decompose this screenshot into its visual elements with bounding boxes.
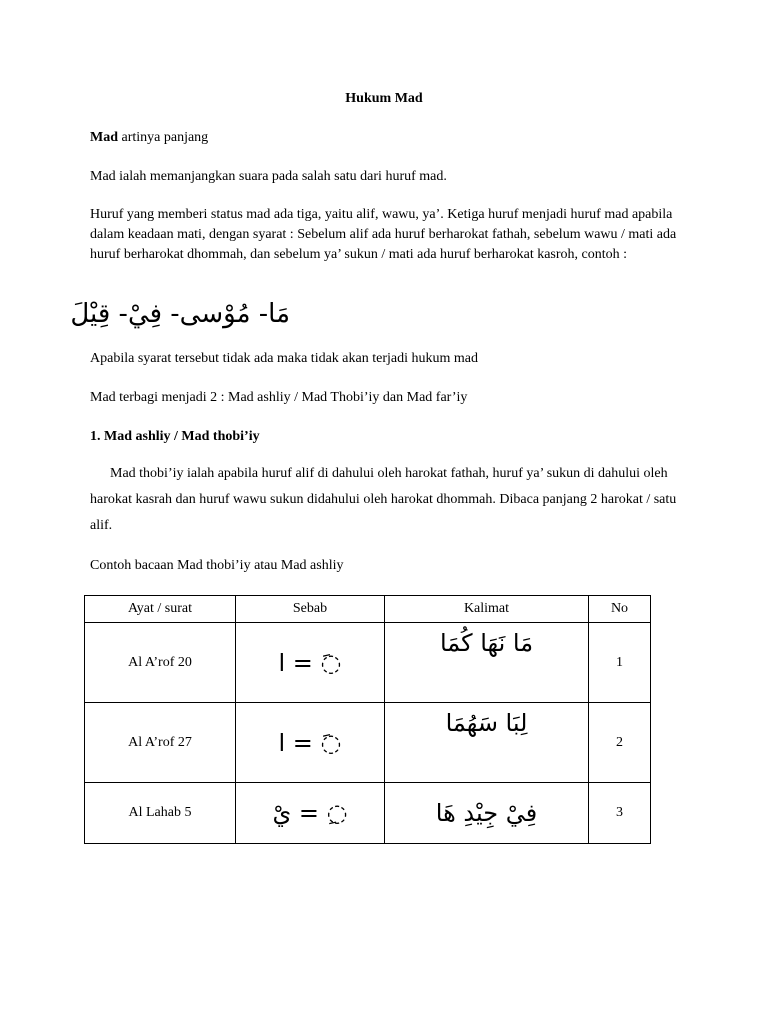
huruf-mad-paragraph: Huruf yang memberi status mad ada tiga, yaitu alif, wawu, ya’. Ketiga huruf menjadi huruf mad apabila dalam keadaan mati, dengan syarat : Sebelum alif ada huruf berharokat fathah, sebelum wawu / mati ada huruf berharokat dhommah, dan sebelum ya’ sukun / mati ada huruf berharokat kasroh, contoh : (90, 207, 677, 262)
definition-line (90, 128, 208, 148)
arabic-examples: مَا- مُوْسى- فِيْ- قِيْلَ (70, 299, 290, 329)
cell-sebab: ◌َ = ا (236, 623, 385, 703)
table-header-row (85, 596, 651, 623)
mad-division-text: Mad terbagi menjadi 2 : Mad ashliy / Mad Thobi’iy dan Mad far’iy (90, 390, 468, 405)
cell-sebab: ◌َ = ا (236, 703, 385, 783)
definition-text: artinya panjang (118, 130, 209, 145)
cell-kalimat: فِيْ جِيْدِ هَا (385, 783, 589, 844)
cell-kalimat: لِبَا سَهُمَا (385, 703, 589, 783)
cell-no: 3 (589, 783, 651, 844)
cell-no: 2 (589, 703, 651, 783)
section-body: Mad thobi’iy ialah apabila huruf alif di dahului oleh harokat fathah, huruf ya’ sukun di dahului oleh harokat kasrah dan huruf wawu sukun didahului oleh harokat dhommah. Dibaca panjang 2 harokat / satu alif. (90, 466, 677, 533)
page-title: Hukum Mad (345, 91, 423, 106)
cell-kalimat: مَا نَهَا كُمَا (385, 623, 589, 703)
header-ayat: Ayat / surat (85, 596, 236, 623)
table-row (85, 703, 651, 783)
table-row (85, 623, 651, 703)
definition-term: Mad (90, 130, 118, 145)
cell-ayat: Al A’rof 27 (85, 703, 236, 783)
header-sebab: Sebab (236, 596, 385, 623)
mad-meaning: Mad ialah memanjangkan suara pada salah satu dari huruf mad. (90, 169, 447, 184)
header-no: No (589, 596, 651, 623)
table-caption: Contoh bacaan Mad thobi’iy atau Mad ashliy (90, 558, 344, 573)
header-kalimat: Kalimat (385, 596, 589, 623)
table-row (85, 783, 651, 844)
mad-examples-table (84, 595, 651, 844)
cell-ayat: Al Lahab 5 (85, 783, 236, 844)
no-syarat-text: Apabila syarat tersebut tidak ada maka tidak akan terjadi hukum mad (90, 351, 478, 366)
cell-ayat: Al A’rof 20 (85, 623, 236, 703)
cell-no: 1 (589, 623, 651, 703)
section-heading: 1. Mad ashliy / Mad thobi’iy (90, 429, 260, 444)
cell-sebab: ◌ِ = يْ (236, 783, 385, 844)
